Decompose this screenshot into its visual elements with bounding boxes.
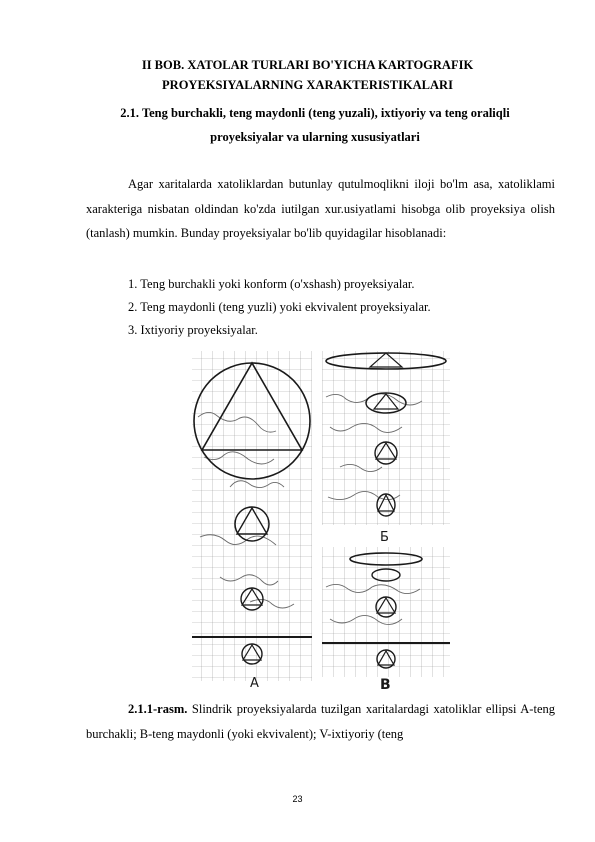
list-item: 3. Ixtiyoriy proyeksiyalar. [128, 323, 258, 337]
chapter-title-line-1: II BOB. XATOLAR TURLARI BO'YICHA KARTOGRAFIK [141, 58, 474, 72]
figure-label-v: В [380, 677, 391, 691]
panel-v-arbitrary [322, 547, 450, 677]
section-title-line-2: proyeksiyalar va ularning xususiyatlari [210, 130, 420, 144]
page-number: 23 [292, 794, 303, 804]
figure-label-a: A [250, 676, 259, 691]
section-title-line-1: 2.1. Teng burchakli, teng maydonli (teng yuzali), ixtiyoriy va teng oraliqli [120, 106, 510, 120]
projection-figure [190, 347, 452, 691]
projection-figure-drawing [190, 347, 452, 691]
body-paragraph: Agar xaritalarda xatoliklardan butunlay qutulmoqlikni iloji bo'lm asa, xatoliklami xarakteriga nisbatan oldindan ko'zda iutilgan xur.usiyatlami hisobga olib proyeksiya olish (tanlash) mumkin. Bunday proyeksiyalar bo'lib quyidagilar hisoblanadi: [86, 177, 555, 240]
caption-text: Slindrik proyeksiyalarda tuzilgan xaritalardagi xatoliklar ellipsi A-teng burchakli; B-teng maydonli (yoki ekvivalent); V-ixtiyoriy (teng [86, 702, 555, 741]
list-item: 2. Teng maydonli (teng yuzli) yoki ekvivalent proyeksiyalar. [128, 300, 431, 314]
panel-b-equal-area [322, 351, 450, 525]
panel-a-conformal [192, 351, 312, 681]
figure-label-b: Б [380, 530, 389, 545]
list-item: 1. Teng burchakli yoki konform (o'xshash) proyeksiyalar. [128, 277, 415, 291]
figure-caption [86, 697, 555, 746]
caption-label: 2.1.1-rasm. [128, 702, 188, 716]
chapter-title-line-2: PROYEKSIYALARNING XARAKTERISTIKALARI [162, 78, 453, 92]
